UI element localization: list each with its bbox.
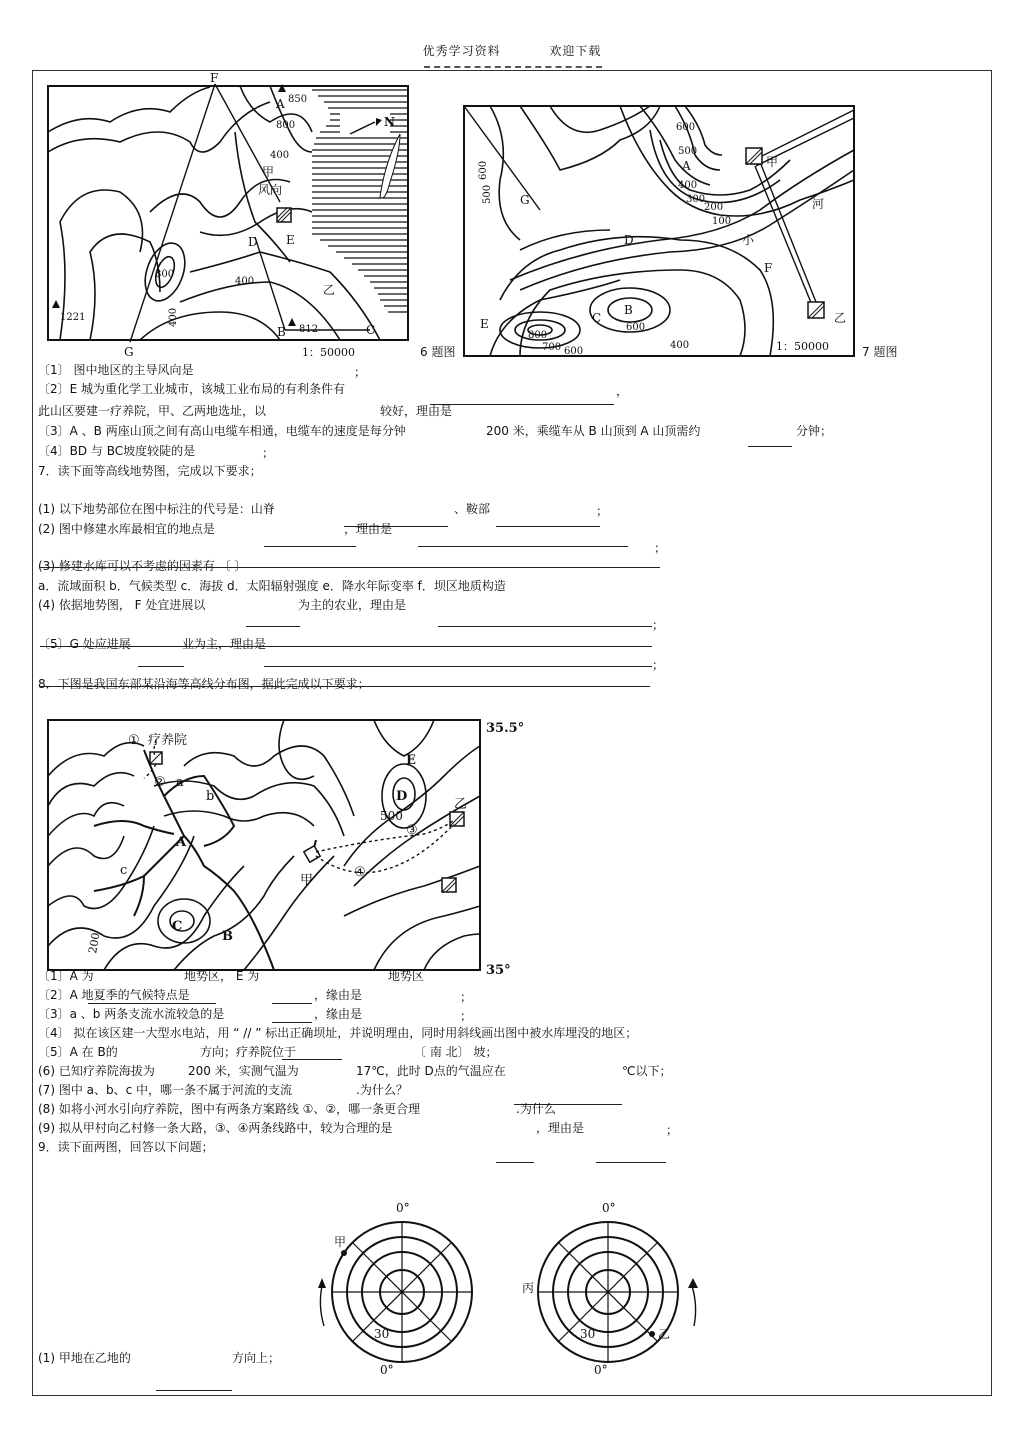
- map6-caption: 6 题图: [420, 345, 456, 359]
- q7-l2: (2) 图中修建水库最相宜的地点是: [38, 522, 215, 536]
- map6-label-B: B: [277, 325, 286, 339]
- q7-l5b: 业为主，理由是: [182, 637, 267, 651]
- answer-blank[interactable]: [156, 1390, 232, 1391]
- q7-l5: 〔5〕G 处应进展: [38, 637, 131, 651]
- map6-label-1221: 1221: [60, 312, 86, 323]
- map8-label-c4: ④: [354, 865, 366, 880]
- q7-l5c: ；: [652, 658, 665, 672]
- q8-l1c: 地势区: [388, 969, 425, 983]
- q6-line3: 此山区要建一疗养院，甲、乙两地选址，以: [38, 404, 267, 418]
- map6-label-F: F: [210, 72, 219, 85]
- map8-label-jia: 甲: [300, 873, 314, 888]
- q6-line5: 〔4〕BD 与 BC坡度较陡的是: [38, 444, 196, 458]
- map8-label-yi: 乙: [454, 797, 468, 812]
- diagram1-bottom-label: 0°: [380, 1363, 394, 1376]
- answer-blank[interactable]: [272, 1003, 312, 1004]
- q8-l4: 〔4〕 拟在该区建一大型水电站，用 “ // ” 标出正确坝址，并说明理由，同时用斜线画出图中被水库埋没的地区；: [38, 1026, 638, 1040]
- page-header: [0, 42, 1024, 59]
- q6-line2-end: ，: [616, 384, 629, 398]
- map8-label-E: E: [406, 753, 416, 768]
- map7-label-E: E: [480, 317, 489, 331]
- diagram1-point-jia: 甲: [334, 1235, 347, 1249]
- map7-label-he: 河: [812, 197, 825, 211]
- diagram2-point-bing: 丙: [522, 1281, 535, 1295]
- map6-label-D: D: [248, 235, 258, 249]
- q7-l3-options: a．流域面积 b．气候类型 c．海拔 d．太阳辐射强度 e．降水年际变率 f．坝区地质构造: [38, 579, 506, 593]
- map-8: [44, 716, 544, 976]
- map6-label-400b: 400: [235, 276, 255, 287]
- q7-l2c: ；: [654, 541, 667, 555]
- q8-l2c: ；: [460, 990, 473, 1004]
- answer-blank[interactable]: [138, 666, 184, 667]
- header-underline: [424, 66, 602, 68]
- q8-l6d: ℃以下；: [622, 1064, 672, 1078]
- answer-blank[interactable]: [438, 626, 652, 627]
- diagram2-top-label: 0°: [602, 1201, 616, 1215]
- diagram2-30-label: 30: [580, 1327, 596, 1341]
- map8-label-500: 500: [380, 809, 403, 823]
- map8-label-c1: ①: [128, 733, 140, 748]
- diagram1-30-label: 30: [374, 1327, 390, 1341]
- q8-l5c: 〔 南 北〕 坡；: [414, 1045, 498, 1059]
- map8-label-c2: ②: [154, 775, 166, 790]
- q8-l9c: ；: [666, 1123, 679, 1137]
- q8-l6c: 17℃，此时 D点的气温应在: [356, 1064, 506, 1078]
- q8-l6b: 200 米，实测气温为: [188, 1064, 299, 1078]
- q6-line4: 〔3〕A 、B 两座山顶之间有高山电缆车相通，电缆车的速度是每分钟: [38, 424, 406, 438]
- map8-label-a: a: [176, 775, 184, 790]
- map7-label-100: 100: [712, 216, 732, 227]
- q8-l1b: 地势区， E 为: [184, 969, 260, 983]
- q8-l8b: .为什么: [516, 1102, 556, 1116]
- map6-label-812: 812: [299, 324, 319, 335]
- q6-line3-b: 较好，理由是: [380, 404, 453, 418]
- q6-line1: 〔1〕 图中地区的主导风向是: [38, 363, 194, 377]
- map7-label-xiao: 小: [742, 233, 755, 247]
- map7-label-400b: 400: [670, 340, 690, 351]
- map7-label-500l: 500: [482, 184, 493, 204]
- q8-l2a: 〔2〕A 地夏季的气候特点是: [38, 988, 190, 1002]
- diagram2-point-yi: 乙: [658, 1327, 671, 1341]
- map7-label-400: 400: [678, 180, 698, 191]
- map6-label-850: 850: [288, 94, 308, 105]
- answer-blank[interactable]: [264, 666, 652, 667]
- q7-title: 7．读下面等高线地势图，完成以下要求；: [38, 464, 262, 478]
- map8-label-C: C: [172, 919, 183, 934]
- map7-label-600l: 600: [478, 160, 489, 180]
- q8-l3c: ；: [460, 1009, 473, 1023]
- q7-l3: (3) 修建水库可以不考虑的因素有 〔 〕: [38, 559, 247, 573]
- polar-diagram-1: [310, 1196, 490, 1376]
- map6-label-C: C: [366, 323, 376, 337]
- diagram2-bottom-label: 0°: [594, 1363, 608, 1376]
- q8-l5a: 〔5〕A 在 B的: [38, 1045, 118, 1059]
- q8-l7b: .为什么？: [356, 1083, 408, 1097]
- map8-label-B: B: [222, 929, 233, 944]
- map6-label-E: E: [286, 233, 295, 247]
- answer-blank[interactable]: [264, 546, 356, 547]
- q8-l8a: (8) 如将小河水引向疗养院，图中有两条方案路线 ①、②，哪一条更合理: [38, 1102, 421, 1116]
- q8-l1a: 〔1〕A 为: [38, 969, 94, 983]
- answer-blank[interactable]: [272, 1022, 312, 1023]
- answer-blank[interactable]: [596, 1162, 666, 1163]
- map7-label-D: D: [624, 233, 634, 247]
- map6-label-800: 800: [276, 120, 296, 131]
- q8-title: 8．下图是我国东部某沿海等高线分布图，据此完成以下要求；: [38, 677, 370, 691]
- q6-line2: 〔2〕E 城为重化学工业城市，该城工业布局的有利条件有: [38, 382, 346, 396]
- q6-line5-end: ；: [262, 446, 275, 460]
- map7-label-700: 700: [542, 342, 562, 353]
- q9-l1a: (1) 甲地在乙地的: [38, 1351, 131, 1365]
- q6-line4-b: 200 米，乘缆车从 B 山顶到 A 山顶需约: [486, 424, 701, 438]
- map7-label-300: 300: [686, 194, 706, 205]
- map6-label-800b: 800: [155, 269, 175, 280]
- map7-label-600b: 600: [626, 322, 646, 333]
- map6-label-400: 400: [270, 150, 290, 161]
- map8-label-D: D: [396, 789, 408, 804]
- map7-label-600: 600: [676, 122, 696, 133]
- q8-l3b: ，缘由是: [314, 1007, 363, 1021]
- q6-line4-c: 分钟；: [796, 424, 833, 438]
- map7-label-jia: 甲: [766, 155, 779, 169]
- map8-lat-bottom: 35°: [486, 963, 511, 976]
- map-7: [460, 100, 860, 362]
- q8-l7a: (7) 图中 a、b、c 中，哪一条不属于河流的支流: [38, 1083, 293, 1097]
- map8-label-c: c: [120, 863, 128, 878]
- map8-label-A: A: [176, 835, 187, 850]
- map6-label-A: A: [276, 97, 285, 111]
- map7-caption: 7 题图: [862, 345, 898, 359]
- answer-blank[interactable]: [496, 1162, 534, 1163]
- q7-l4: (4) 依据地势图， F 处宜进展以: [38, 598, 206, 612]
- map7-label-G: G: [520, 193, 530, 207]
- map8-label-c3: ③: [406, 823, 418, 838]
- map7-label-yi: 乙: [834, 311, 847, 325]
- strike-line: [40, 567, 660, 568]
- map7-label-A: A: [682, 159, 691, 173]
- map6-label-400c: 400: [168, 307, 179, 327]
- answer-blank[interactable]: [246, 626, 300, 627]
- map-6: [40, 72, 420, 362]
- q7-l2b: ，理由是: [344, 522, 393, 536]
- underline: [88, 1003, 216, 1004]
- q8-l9a: (9) 拟从甲村向乙村修一条大路，③、④两条线路中，较为合理的是: [38, 1121, 393, 1135]
- map8-label-200: 200: [86, 931, 103, 955]
- answer-blank[interactable]: [282, 1059, 342, 1060]
- map7-label-B: B: [624, 303, 633, 317]
- map7-label-F: F: [764, 261, 773, 275]
- strike-line: [40, 646, 652, 647]
- q8-l9b: ，理由是: [536, 1121, 585, 1135]
- map6-scale: 1：50000: [302, 346, 355, 359]
- map6-label-G: G: [124, 345, 134, 359]
- q7-l1b: 、鞍部: [454, 502, 491, 516]
- polar-diagram-2: [508, 1196, 708, 1376]
- header-left: 优秀学习资料: [422, 44, 501, 58]
- map8-label-sanatorium: 疗养院: [148, 733, 188, 748]
- answer-blank[interactable]: [748, 446, 792, 447]
- map7-label-600c: 600: [564, 346, 584, 357]
- q7-l4b: 为主的农业，理由是: [298, 598, 407, 612]
- map6-label-jia: 甲: [262, 165, 275, 179]
- answer-blank[interactable]: [430, 404, 614, 405]
- q8-l6a: (6) 已知疗养院海拔为: [38, 1064, 155, 1078]
- q8-l2b: ，缘由是: [314, 988, 363, 1002]
- diagram1-top-label: 0°: [396, 1201, 410, 1215]
- map7-label-C: C: [592, 311, 602, 325]
- header-right: 欢迎下载: [549, 44, 602, 58]
- strike-line: [40, 686, 650, 687]
- q7-l1: (1) 以下地势部位在图中标注的代号是：山脊: [38, 502, 275, 516]
- q7-l1c: ；: [596, 504, 609, 518]
- map7-label-200: 200: [704, 202, 724, 213]
- q8-l5b: 方向；疗养院位于: [200, 1045, 297, 1059]
- map7-scale: 1：50000: [776, 340, 829, 353]
- map7-label-800: 800: [528, 330, 548, 341]
- map8-lat-top: 35.5°: [486, 721, 525, 736]
- map6-label-N: N: [384, 115, 395, 129]
- q9-title: 9．读下面两图，回答以下问题；: [38, 1140, 214, 1154]
- answer-blank[interactable]: [418, 546, 628, 547]
- map8-label-b: b: [206, 789, 215, 804]
- answer-blank[interactable]: [496, 526, 600, 527]
- q8-l3a: 〔3〕a 、b 两条支流水流较急的是: [38, 1007, 225, 1021]
- q6-line1-end: ；: [354, 365, 367, 379]
- map6-label-wind: 风向: [258, 183, 283, 197]
- q7-l4c: ；: [652, 618, 665, 632]
- q9-l1b: 方向上；: [232, 1351, 281, 1365]
- map7-label-500: 500: [678, 146, 698, 157]
- map6-label-yi: 乙: [323, 283, 336, 297]
